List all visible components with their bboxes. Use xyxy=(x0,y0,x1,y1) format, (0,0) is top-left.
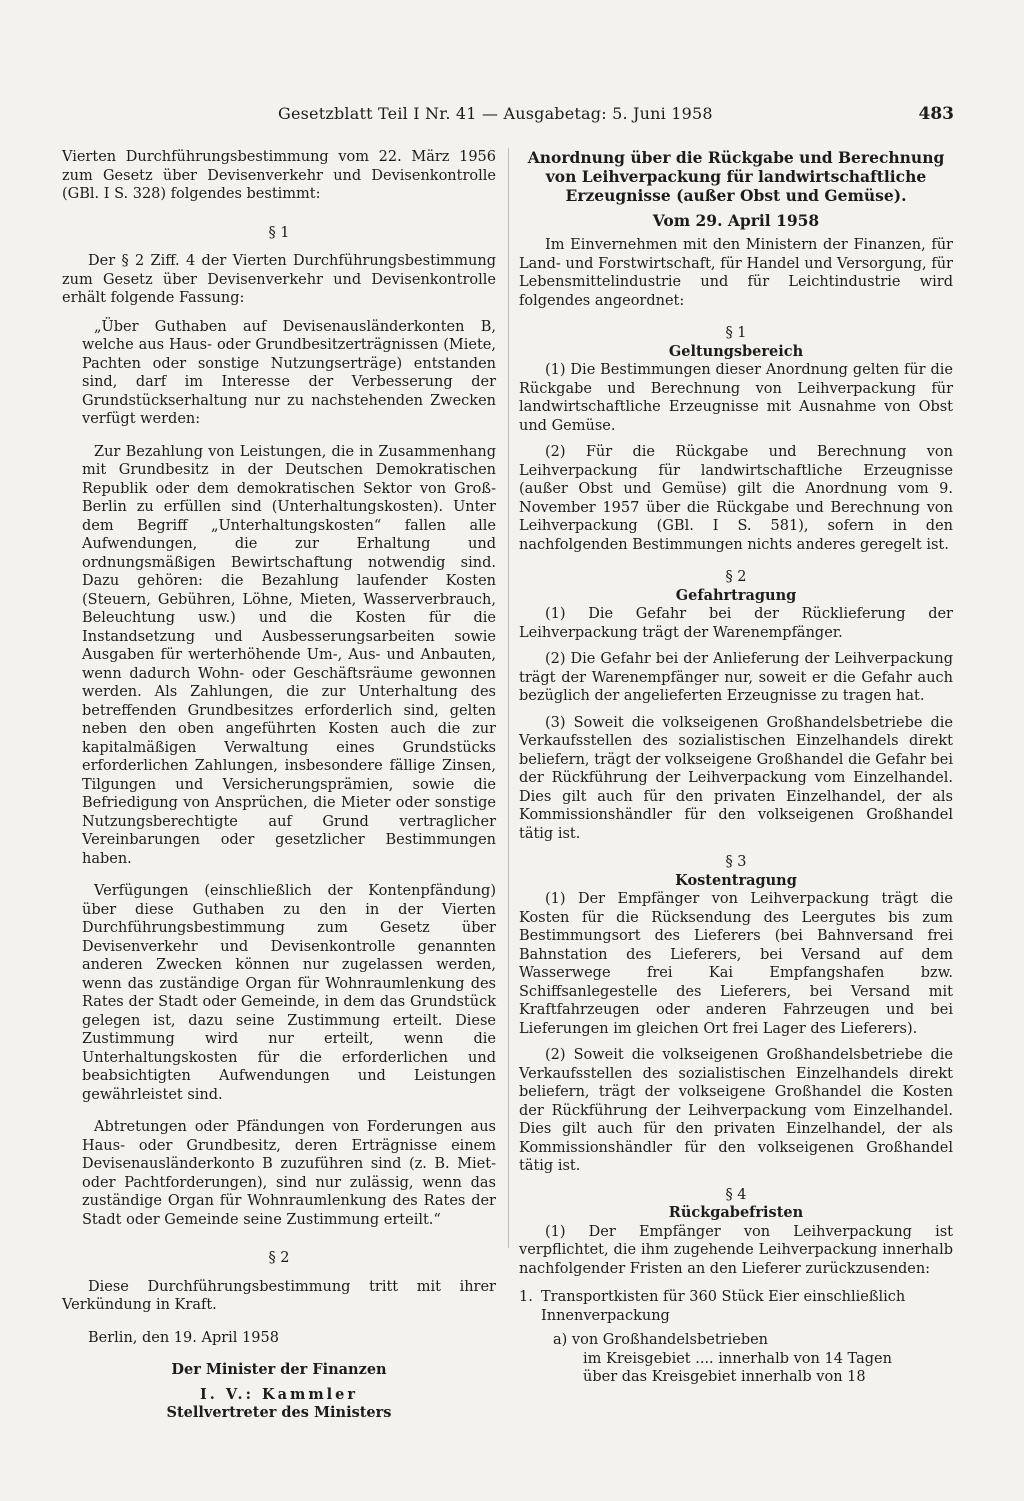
section-1-text: Der § 2 Ziff. 4 der Vierten Durchführungsbestimmung zum Gesetz über Devisenverkehr und Devisenkontrolle erhält folgende Fassung: xyxy=(62,253,496,306)
sub-item-a-line-1: im Kreisgebiet .... innerhalb von 14 Tagen xyxy=(583,1350,892,1367)
r-section-1-para-1: (1) Die Bestimmungen dieser Anordnung gelten für die Rückgabe und Berechnung von Leihverpackung für landwirtschaftliche Erzeugnisse mit Ausnahme von Obst und Gemüse. xyxy=(519,362,953,434)
r-section-2-para-3: (3) Soweit die volkseigenen Großhandelsbetriebe die Verkaufsstellen des sozialistischen Einzelhandels direkt beliefern, trägt der volkseigene Großhandel die Gefahr bei der Rückführung der Leihverpackung vom Einzelhandel. Dies gilt auch für den privaten Einzelhandel, der als Kommissionshändler für den volkseigenen Großhandel tätig ist. xyxy=(519,714,953,842)
r-section-3-heading: § 3 xyxy=(725,854,747,870)
sub-item-a-line-2: über das Kreisgebiet innerhalb von 18 xyxy=(583,1369,866,1385)
page-header xyxy=(278,104,954,124)
list-item-number: 1. xyxy=(519,1289,533,1305)
r-section-3-para-1: (1) Der Empfänger von Leihverpackung trägt die Kosten für die Rücksendung des Leergutes bis zum Bestimmungsort des Lieferers (bei Bahnversand frei Bahnstation des Lieferers, bei Versand auf dem Wasserwege frei Kai Empfangshafen bzw. Schiffsanlegestelle des Lieferers, bei Versand mit Kraftfahrzeugen oder anderen Fahrzeugen und bei Lieferungen im gleichen Ort frei Lager des Lieferers). xyxy=(519,891,953,1037)
sub-item-a: a) von Großhandelsbetrieben xyxy=(553,1332,769,1348)
quoted-paragraph-3: Verfügungen (einschließlich der Kontenpfändung) über diese Guthaben zu den in der Vierten Durchführungsbestimmung zum Gesetz über Devisenverkehr und Devisenkontrolle genannten anderen Zwecken können nur zugelassen werden, wenn das zuständige Organ für Wohnraumlenkung des Rates der Stadt oder Gemeinde, in dem das Grundstück gelegen ist, dazu seine Zustimmung erteilt. Diese Zustimmung wird nur erteilt, wenn die Unterhaltungskosten für die erforderlichen und beabsichtigten Aufwendungen und Leistungen gewährleistet sind. xyxy=(82,883,496,1103)
right-column xyxy=(519,148,953,1387)
r-section-3-title: Kostentragung xyxy=(675,871,797,889)
ordinance-date: Vom 29. April 1958 xyxy=(652,211,820,230)
section-1-heading: § 1 xyxy=(268,224,290,241)
column-divider xyxy=(508,148,509,1248)
r-section-2-para-1: (1) Die Gefahr bei der Rücklieferung der Leihverpackung trägt der Warenempfänger. xyxy=(519,606,953,641)
quoted-paragraph-2: Zur Bezahlung von Leistungen, die in Zusammenhang mit Grundbesitz in der Deutschen Demokratischen Republik oder dem demokratischen Sektor von Groß-Berlin zu erfüllen sind (Unterhaltungskosten). Unter dem Begriff „Unterhaltungskosten“ fallen alle Aufwendungen, die zur Erhaltung und ordnungsmäßigen Bewirtschaftung notwendig sind. Dazu gehören: die Bezahlung laufender Kosten (Steuern, Gebühren, Löhne, Mieten, Wasserverbrauch, Beleuchtung usw.) und die Kosten für die Instandsetzung und Ausbesserungsarbeiten sowie Ausgaben für werterhöhende Um-, Aus- und Anbauten, wenn dadurch Wohn- oder Geschäftsräume gewonnen werden. Als Zahlungen, die zur Unterhaltung des betreffenden Grundbesitzes erforderlich sind, gelten neben den oben angeführten Kosten auch die zur kapitalmäßigen Verwaltung eines Grundstücks erforderlichen Zahlungen, insbesondere fällige Zinsen, Tilgungen und Versicherungsprämien, sowie die Befriedigung von Ansprüchen, die Mieter oder sonstige Nutzungsberechtigte auf Grund vertraglicher Vereinbarungen oder gesetzlicher Bestimmungen haben. xyxy=(82,443,496,867)
r-section-4-para-1: (1) Der Empfänger von Leihverpackung ist verpflichtet, die ihm zugehende Leihverpackung innerhalb nachfolgender Fristen an den Lieferer zurückzusenden: xyxy=(519,1223,953,1277)
page-number: 483 xyxy=(918,104,954,124)
r-section-2-title: Gefahrtragung xyxy=(675,586,797,604)
header-title: Gesetzblatt Teil I Nr. 41 — Ausgabetag: 5. Juni 1958 xyxy=(278,104,713,123)
place-and-date: Berlin, den 19. April 1958 xyxy=(88,1329,279,1346)
section-2-text: Diese Durchführungsbestimmung tritt mit ihrer Verkündung in Kraft. xyxy=(62,1278,496,1313)
quoted-paragraph-4: Abtretungen oder Pfändungen von Forderungen aus Haus- oder Grundbesitz, deren Erträgnisse einem Devisenausländerkonto B zuzuführen sind (z. B. Miet- oder Pachtforderungen), sind nur zulässig, wenn das zuständige Organ für Wohnraumlenkung des Rates der Stadt oder Gemeinde seine Zustimmung erteilt.“ xyxy=(82,1119,496,1228)
list-item xyxy=(519,1288,953,1325)
r-section-4-title: Rückgabefristen xyxy=(668,1204,804,1221)
signer-role: Stellvertreter des Ministers xyxy=(166,1404,392,1421)
list-item-text: Transportkisten für 360 Stück Eier einschließlich Innenverpackung xyxy=(541,1289,906,1324)
signer-name: I. V.: Kammler xyxy=(199,1385,359,1403)
r-section-2-heading: § 2 xyxy=(725,569,747,585)
r-section-4-heading: § 4 xyxy=(725,1186,747,1203)
quoted-paragraph-1: „Über Guthaben auf Devisenausländerkonten B, welche aus Haus- oder Grundbesitzerträgnissen (Miete, Pachten oder sonstige Nutzungserträge) entstanden sind, darf im Interesse der Verbesserung der Grundstückserhaltung nur zu nachstehenden Zwecken verfügt werden: xyxy=(82,318,496,427)
r-section-1-title: Geltungsbereich xyxy=(668,342,804,360)
r-section-1-heading: § 1 xyxy=(725,325,747,341)
preamble: Im Einvernehmen mit den Ministern der Finanzen, für Land- und Forstwirtschaft, für Handel und Versorgung, für Lebensmittelindustrie und für Leichtindustrie wird folgendes angeordnet: xyxy=(519,237,953,309)
r-section-2-para-2: (2) Die Gefahr bei der Anlieferung der Leihverpackung trägt der Warenempfänger nur, soweit er die Gefahr auch bezüglich der angelieferten Erzeugnisse zu tragen hat. xyxy=(519,651,953,704)
intro-text: Vierten Durchführungsbestimmung vom 22. März 1956 zum Gesetz über Devisenverkehr und Devisenkontrolle (GBl. I S. 328) folgendes bestimmt: xyxy=(62,149,496,202)
left-column xyxy=(62,148,496,1423)
r-section-3-para-2: (2) Soweit die volkseigenen Großhandelsbetriebe die Verkaufsstellen des sozialistischen Einzelhandels direkt beliefern, trägt der volkseigene Großhandel die Kosten der Rückführung der Leihverpackung vom Einzelhandel. Dies gilt auch für den privaten Einzelhandel, der als Kommissionshändler für den volkseigenen Großhandel tätig ist. xyxy=(519,1047,953,1174)
r-section-1-para-2: (2) Für die Rückgabe und Berechnung von Leihverpackung für landwirtschaftliche Erzeugnisse (außer Obst und Gemüse) gilt die Anordnung vom 9. November 1957 über die Rückgabe und Berechnung von Leihverpackung (GBl. I S. 581), sofern in den nachfolgenden Bestimmungen nichts anderes geregelt ist. xyxy=(519,444,953,553)
section-2-heading: § 2 xyxy=(268,1250,290,1266)
ordinance-title: Anordnung über die Rückgabe und Berechnung von Leihverpackung für landwirtschaftliche Erzeugnisse (außer Obst und Gemüse). xyxy=(527,148,945,205)
signer-office: Der Minister der Finanzen xyxy=(171,1361,387,1378)
